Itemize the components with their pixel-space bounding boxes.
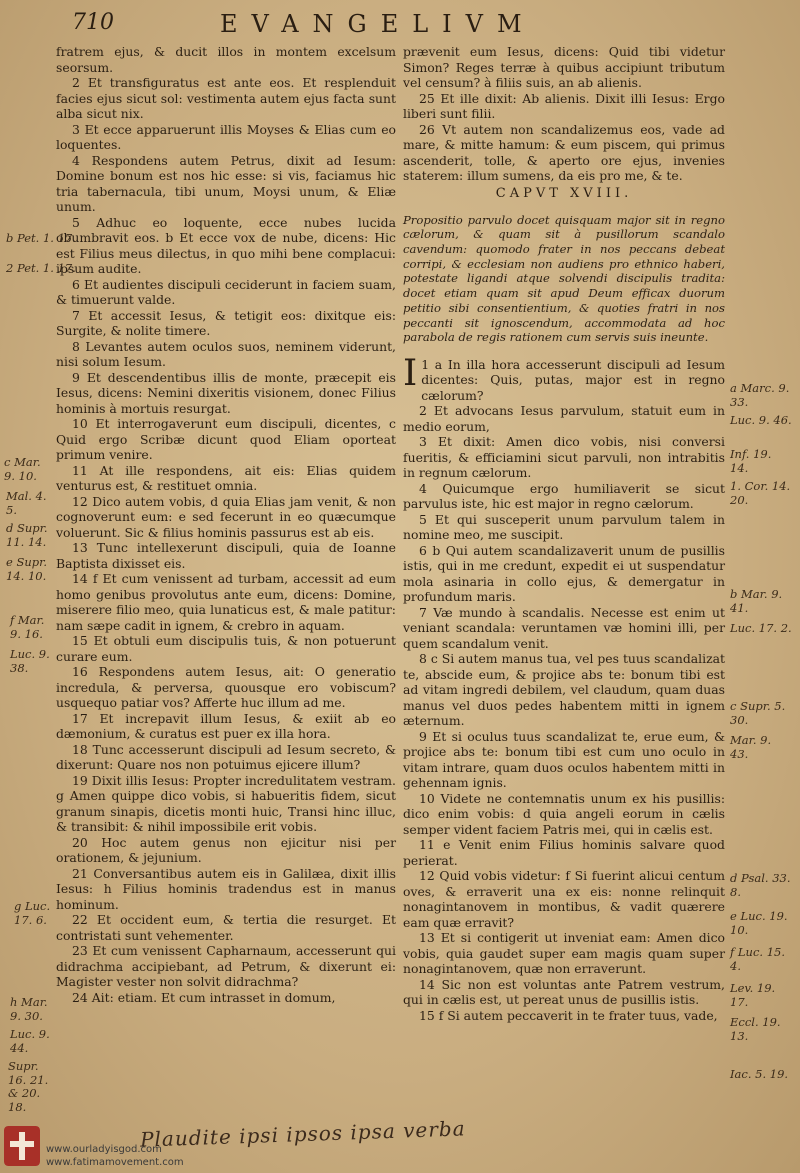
- margin-note: 1. Cor. 14. 20.: [730, 479, 791, 507]
- verse: 13 Tunc intellexerunt discipuli, quia de Ioanne Baptista dixisset eis.: [56, 540, 396, 571]
- verse: 14 f Et cum venissent ad turbam, accessit ad eum homo genibus provolutus ante eum, dicens: Domine, miserere filio meo, quia lunaticus est, & male patitur: nam sæpe cadit in ignem, & crebro in aquam.: [56, 571, 396, 633]
- verse: 19 Dixit illis Iesus: Propter incredulitatem vestram. g Amen quippe dico vobis, si habueritis fidem, sicut granum sinapis, dicetis monti huic, Transi hinc illuc, & transibit: & nihil impossibile erit vobis.: [56, 772, 396, 834]
- drop-cap-letter: I: [403, 352, 418, 394]
- verse: 7 Væ mundo à scandalis. Necesse est enim ut veniant scandala: veruntamen væ homini illi, per quem scandalum venit.: [403, 604, 725, 651]
- page-number: 710: [72, 10, 114, 35]
- margin-note: e Supr. 14. 10.: [6, 555, 47, 583]
- verse: 6 Et audientes discipuli ceciderunt in faciem suam, & timuerunt valde.: [56, 276, 396, 307]
- verse: 2 Et transfiguratus est ante eos. Et resplenduit facies ejus sicut sol: vestimenta autem ejus facta sunt alba sicut nix.: [56, 75, 396, 121]
- verse: 11 At ille respondens, ait eis: Elias quidem venturus est, & restituet omnia.: [56, 462, 396, 493]
- verse: 4 Respondens autem Petrus, dixit ad Iesum: Domine bonum est nos hic esse: si vis, faciamus hic tria tabernacula, tibi unum, Moysi unum, & Eliæ unum.: [56, 152, 396, 214]
- verse: 12 Quid vobis videtur: f Si fuerint alicui centum oves, & erraverit una ex eis: nonne relinquit nonagintanovem in montibus, & vadit quærere eam quæ erravit?: [403, 868, 725, 930]
- margin-note: g Luc. 17. 6.: [14, 899, 51, 927]
- margin-note: d Psal. 33. 8.: [730, 871, 791, 899]
- verse: 18 Tunc accesserunt discipuli ad Iesum secreto, & dixerunt: Quare nos non potuimus ejicere illum?: [56, 741, 396, 772]
- margin-note: h Mar. 9. 30.: [10, 995, 48, 1023]
- verse: 8 Levantes autem oculos suos, neminem viderunt, nisi solum Iesum.: [56, 338, 396, 369]
- verse: 22 Et occident eum, & tertia die resurget. Et contristati sunt vehementer.: [56, 912, 396, 943]
- verse: 23 Et cum venissent Capharnaum, accesserunt qui didrachma accipiebant, ad Petrum, & dixerunt ei: Magister vester non solvit didrachma?: [56, 943, 396, 989]
- verse: 21 Conversantibus autem eis in Galilæa, dixit illis Iesus: h Filius hominis tradendus est in manus hominum.: [56, 865, 396, 912]
- margin-note: Mal. 4. 5.: [6, 489, 47, 517]
- left-column: [56, 44, 396, 1005]
- margin-note: a Marc. 9. 33.: [730, 381, 790, 409]
- verse: 25 Et ille dixit: Ab alienis. Dixit illi Iesus: Ergo liberi sunt filii.: [403, 90, 725, 121]
- margin-note: Lev. 19. 17.: [730, 981, 776, 1009]
- handwritten-note: Plaudite ipsi ipsos ipsa verba: [139, 1116, 466, 1152]
- verse: 26 Vt autem non scandalizemus eos, vade ad mare, & mitte hamum: & eum piscem, qui primus ascenderit, tolle, & aperto ore ejus, invenies staterem: illum sumens, da eis pro me, & te.: [403, 121, 725, 183]
- verse: fratrem ejus, & ducit illos in montem excelsum seorsum.: [56, 44, 396, 75]
- verse: 10 Videte ne contemnatis unum ex his pusillis: dico enim vobis: d quia angeli eorum in cælis semper vident faciem Patris mei, qui in cælis est.: [403, 790, 725, 837]
- verse: 5 Et qui susceperit unum parvulum talem in nomine meo, me suscipit.: [403, 511, 725, 543]
- margin-note: f Luc. 15. 4.: [730, 945, 785, 973]
- verse: 10 Et interrogaverunt eum discipuli, dicentes, c Quid ergo Scribæ dicunt quod Eliam oporteat primum venire.: [56, 416, 396, 462]
- verse: 3 Et ecce apparuerunt illis Moyses & Elias cum eo loquentes.: [56, 121, 396, 152]
- chapter-heading: CAPVT XVIII.: [495, 185, 633, 201]
- margin-note: f Mar. 9. 16.: [10, 613, 45, 641]
- verse: 12 Dico autem vobis, d quia Elias jam venit, & non cognoverunt eum: e sed fecerunt in eo quæcumque voluerunt. Sic & filius hominis passurus est ab eis.: [56, 493, 396, 540]
- margin-note: Eccl. 19. 13.: [730, 1015, 781, 1043]
- margin-note: d Supr. 11. 14.: [6, 521, 48, 549]
- verse: 15 Et obtuli eum discipulis tuis, & non potuerunt curare eum.: [56, 633, 396, 664]
- verse: 3 Et dixit: Amen dico vobis, nisi conversi fueritis, & efficiamini sicut parvuli, non intrabitis in regnum cælorum.: [403, 434, 725, 481]
- verse: prævenit eum Iesus, dicens: Quid tibi videtur Simon? Reges terræ à quibus accipiunt tributum vel censum? à filiis suis, an ab alienis.: [403, 44, 725, 90]
- verse: 13 Et si contigerit ut inveniat eam: Amen dico vobis, quia gaudet super eam magis quam super nonagintanovem, quæ non erraverunt.: [403, 930, 725, 977]
- margin-note: Inf. 19. 14.: [730, 447, 772, 475]
- verse: 20 Hoc autem genus non ejicitur nisi per orationem, & jejunium.: [56, 834, 396, 865]
- margin-note: Mar. 9. 43.: [730, 733, 772, 761]
- margin-note: Luc. 9. 44.: [10, 1027, 50, 1055]
- margin-note: c Supr. 5. 30.: [730, 699, 786, 727]
- verse: 2 Et advocans Iesus parvulum, statuit eum in medio eorum,: [403, 403, 725, 434]
- verse: 9 Et si oculus tuus scandalizat te, erue eum, & projice abs te: bonum tibi est cum uno oculo in vitam intrare, quam duos oculos habentem mitti in gehennam ignis.: [403, 728, 725, 791]
- running-title: EVANGELIVM: [220, 10, 536, 38]
- fatima-movement-logo-icon: [4, 1126, 40, 1166]
- margin-note: 2 Pet. 1. 17.: [6, 261, 76, 275]
- chapter-summary: Propositio parvulo docet quisquam major sit in regno cælorum, & quam sit à pusillorum scandalo cavendum: quomodo frater in nos peccans debeat corripi, & ecclesiam non audiens pro ethnico haberi, potestate ligandi atque solvendi discipulis tradita: docet etiam quam sit apud Deum efficax duorum petitio sibi consentientium, & quoties fratri in nos peccanti sit ignoscendum, accommodata ad hoc parabola de regis rationem cum servis suis ineunte.: [403, 212, 725, 345]
- margin-note: b Mar. 9. 41.: [730, 587, 783, 615]
- verse: 17 Et increpavit illum Iesus, & exiit ab eo dæmonium, & curatus est puer ex illa hora.: [56, 710, 396, 741]
- verse: 9 Et descendentibus illis de monte, præcepit eis Iesus, dicens: Nemini dixeritis visionem, donec Filius hominis à mortuis resurgat.: [56, 369, 396, 416]
- margin-note: Supr. 16. 21. & 20. 18.: [8, 1059, 49, 1114]
- margin-note: Iac. 5. 19.: [730, 1067, 789, 1081]
- verse: [403, 352, 725, 404]
- margin-note: e Luc. 19. 10.: [730, 909, 788, 937]
- verse: 6 b Qui autem scandalizaverit unum de pusillis istis, qui in me credunt, expedit ei ut suspendatur mola asinaria in collo ejus, & demergatur in profundum maris.: [403, 542, 725, 605]
- footer-url-2[interactable]: www.fatimamovement.com: [46, 1157, 184, 1168]
- margin-note: Luc. 9. 46.: [730, 413, 792, 427]
- verse: 7 Et accessit Iesus, & tetigit eos: dixitque eis: Surgite, & nolite timere.: [56, 307, 396, 338]
- margin-note: b Pet. 1. 17.: [6, 231, 76, 245]
- verse: 15 f Si autem peccaverit in te frater tuus, vade,: [419, 1007, 718, 1023]
- verse: 16 Respondens autem Iesus, ait: O generatio incredula, & perversa, quousque ero vobiscum? usquequo patiar vos? Afferte huc illum ad me.: [56, 664, 396, 710]
- verse: 8 c Si autem manus tua, vel pes tuus scandalizat te, abscide eum, & projice abs te: bonum tibi est ad vitam ingredi debilem, vel claudum, quam duas manus vel duos pedes habentem mitti in ignem æternum.: [403, 651, 725, 729]
- verse: 4 Quicumque ergo humiliaverit se sicut parvulus iste, hic est major in regno cælorum.: [403, 480, 725, 512]
- margin-note: Luc. 9. 38.: [10, 647, 50, 675]
- verse-text: 1 a In illa hora accesserunt discipuli ad Iesum dicentes: Quis, putas, major est in regno cælorum?: [421, 356, 725, 403]
- verse: 11 e Venit enim Filius hominis salvare quod perierat.: [403, 837, 725, 868]
- verse: 24 Ait: etiam. Et cum intrasset in domum,: [72, 989, 336, 1005]
- margin-note: Luc. 17. 2.: [730, 621, 792, 635]
- right-column: [403, 44, 725, 1023]
- margin-note: c Mar. 9. 10.: [4, 455, 41, 483]
- verse: 14 Sic non est voluntas ante Patrem vestrum, qui in cælis est, ut pereat unus de pusillis istis.: [403, 976, 725, 1008]
- verse: 5 Adhuc eo loquente, ecce nubes lucida obumbravit eos. b Et ecce vox de nube, dicens: Hic est Filius meus dilectus, in quo mihi bene complacui: ipsum audite.: [56, 214, 396, 276]
- footer-url-1[interactable]: www.ourladyisgod.com: [46, 1144, 162, 1155]
